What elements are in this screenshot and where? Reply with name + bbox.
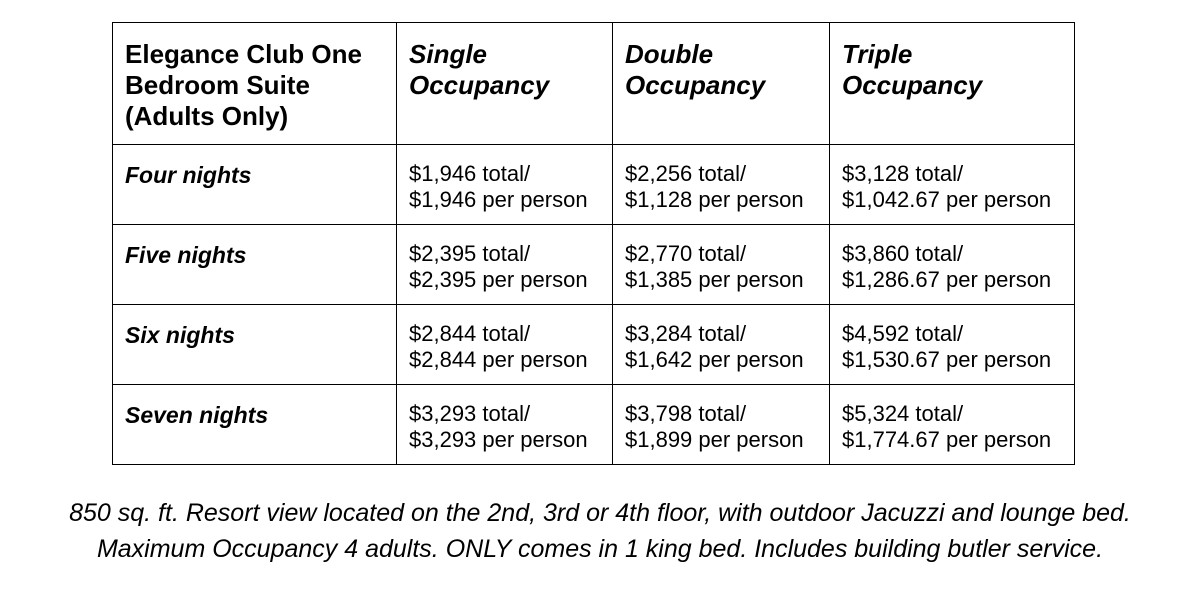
description-line: 850 sq. ft. Resort view located on the 2nd, 3rd or 4th floor, with outdoor Jacuzzi and lounge bed. <box>69 499 1131 527</box>
total-price: $1,946 total/ <box>409 161 531 186</box>
table-cell <box>613 305 830 385</box>
triple-occupancy-header <box>830 23 1075 145</box>
row-label: Seven nights <box>113 385 397 465</box>
table-row <box>113 305 1075 385</box>
per-person-price: $1,286.67 per person <box>842 267 1052 292</box>
total-price: $3,860 total/ <box>842 241 964 266</box>
per-person-price: $1,128 per person <box>625 187 804 212</box>
total-price: $2,395 total/ <box>409 241 531 266</box>
row-label: Five nights <box>113 225 397 305</box>
table-row <box>113 225 1075 305</box>
single-occupancy-header <box>397 23 613 145</box>
row-label: Four nights <box>113 145 397 225</box>
per-person-price: $2,395 per person <box>409 267 588 292</box>
suite-description <box>0 495 1200 567</box>
per-person-price: $1,946 per person <box>409 187 588 212</box>
row-label: Six nights <box>113 305 397 385</box>
suite-name-line: (Adults Only) <box>125 101 289 131</box>
column-header-line: Occupancy <box>842 70 983 100</box>
per-person-price: $3,293 per person <box>409 427 588 452</box>
description-line: Maximum Occupancy 4 adults. ONLY comes in 1 king bed. Includes building butler service. <box>96 535 1104 563</box>
table-cell <box>613 225 830 305</box>
suite-name-line: Bedroom Suite <box>125 70 310 100</box>
table-cell <box>397 145 613 225</box>
per-person-price: $1,530.67 per person <box>842 347 1052 372</box>
total-price: $5,324 total/ <box>842 401 964 426</box>
column-header-line: Triple <box>842 39 913 69</box>
table-cell <box>830 305 1075 385</box>
table-row <box>113 145 1075 225</box>
table-cell <box>397 305 613 385</box>
table-cell <box>613 385 830 465</box>
column-header-line: Occupancy <box>409 70 550 100</box>
per-person-price: $2,844 per person <box>409 347 588 372</box>
total-price: $2,256 total/ <box>625 161 747 186</box>
table-cell <box>613 145 830 225</box>
table-cell <box>830 225 1075 305</box>
per-person-price: $1,899 per person <box>625 427 804 452</box>
suite-name-header <box>113 23 397 145</box>
per-person-price: $1,642 per person <box>625 347 804 372</box>
total-price: $3,798 total/ <box>625 401 747 426</box>
table-cell <box>397 225 613 305</box>
total-price: $3,293 total/ <box>409 401 531 426</box>
header-row <box>113 23 1075 145</box>
column-header-line: Double <box>625 39 714 69</box>
total-price: $4,592 total/ <box>842 321 964 346</box>
table-cell <box>830 385 1075 465</box>
per-person-price: $1,385 per person <box>625 267 804 292</box>
rate-table <box>112 22 1075 465</box>
per-person-price: $1,774.67 per person <box>842 427 1052 452</box>
total-price: $3,128 total/ <box>842 161 964 186</box>
suite-name-line: Elegance Club One <box>125 39 362 69</box>
column-header-line: Single <box>409 39 488 69</box>
table-row <box>113 385 1075 465</box>
total-price: $2,770 total/ <box>625 241 747 266</box>
table-cell <box>397 385 613 465</box>
double-occupancy-header <box>613 23 830 145</box>
total-price: $2,844 total/ <box>409 321 531 346</box>
table-cell <box>830 145 1075 225</box>
per-person-price: $1,042.67 per person <box>842 187 1052 212</box>
total-price: $3,284 total/ <box>625 321 747 346</box>
column-header-line: Occupancy <box>625 70 766 100</box>
